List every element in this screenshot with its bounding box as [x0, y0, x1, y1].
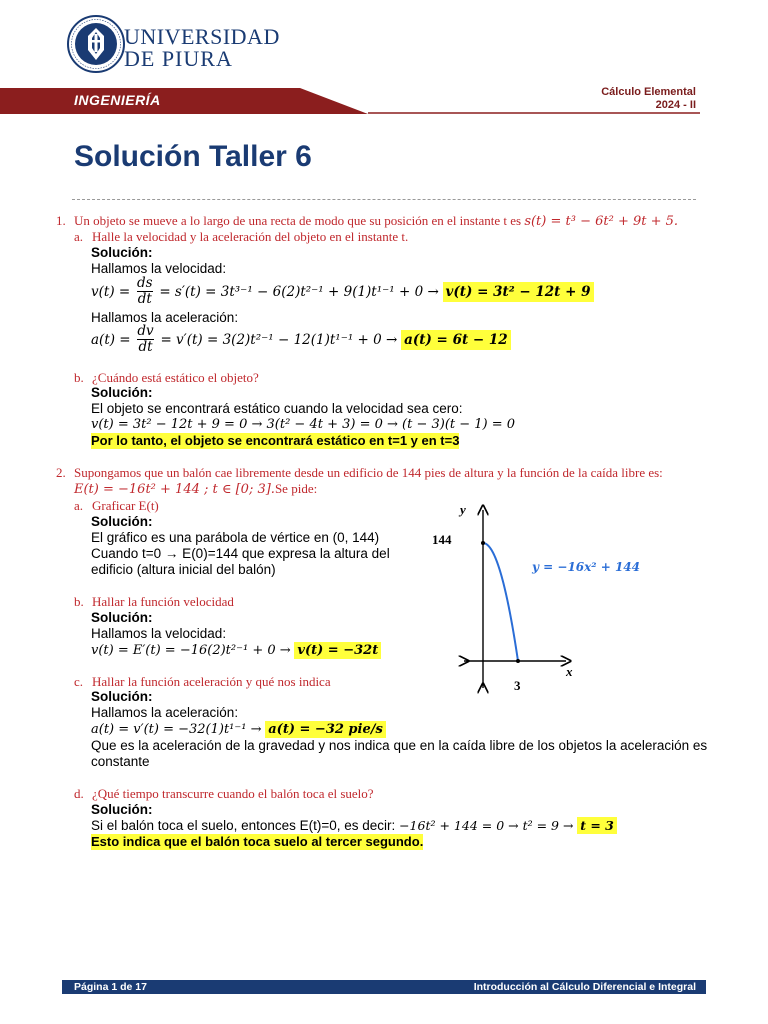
x-intercept-point: [516, 659, 520, 663]
p2d-result: t = 3: [577, 817, 617, 834]
p2b-question: Hallar la función velocidad: [92, 594, 234, 609]
p2a-question: Graficar E(t): [92, 498, 159, 513]
p2c-text-1: Hallamos la aceleración:: [91, 705, 239, 720]
p1b-text: El objeto se encontrará estático cuando la velocidad sea cero:: [91, 401, 463, 416]
p2d-equation-line: Si el balón toca el suelo, entonces E(t)=0, es decir: −16t² + 144 = 0 → t² = 9 → t = 3: [91, 818, 617, 834]
p2a-text-1: El gráfico es una parábola de vértice en (0, 144): [91, 530, 380, 545]
p2-number: 2.: [56, 465, 66, 480]
p2a-solution-label: Solución:: [91, 514, 153, 529]
p1a-question: Halle la velocidad y la aceleración del objeto en el instante t.: [92, 229, 409, 244]
p1a-acceleration-equation: a(t) = $\frac{dv}{dt}$ = v′(t) = 3(2)t²⁻¹ − 12(1)t¹⁻¹ + 0 → a(t) = 6t − 12: [91, 324, 511, 356]
p1b-solution-label: Solución:: [91, 385, 153, 400]
university-seal-logo: [66, 14, 126, 74]
p1a-acceleration-result: a(t) = 6t − 12: [401, 330, 511, 350]
p2-function-tail: Se pide:: [274, 481, 318, 496]
p1a-label: a.: [74, 229, 84, 244]
p1a-fraction-dv-dt: $\frac{dv}{dt}$: [137, 323, 154, 355]
p2b-result: v(t) = −32t: [294, 642, 381, 659]
p1-number: 1.: [56, 213, 66, 228]
p2b-label: b.: [74, 594, 84, 609]
page-title: Solución Taller 6: [74, 140, 312, 173]
course-term: 2024 - II: [655, 99, 696, 111]
x-axis-label: x: [566, 664, 573, 679]
p2a-text-3: edificio (altura inicial del balón): [91, 562, 276, 577]
p2c-equation: a(t) = v′(t) = −32(1)t¹⁻¹ → a(t) = −32 pie/s: [91, 721, 386, 738]
p2c-text-2: Que es la aceleración de la gravedad y nos indica que en la caída libre de los objetos la aceleración es: [91, 738, 708, 753]
p2a-text-2: Cuando t=0 → E(0)=144 que expresa la altura del: [91, 546, 390, 561]
curve-equation-label: y = −16x² + 144: [532, 560, 641, 574]
p2a-label: a.: [74, 498, 84, 513]
p2d-label: d.: [74, 786, 84, 801]
y-axis-label: y: [460, 502, 466, 517]
page-number: Página 1 de 17: [74, 981, 147, 993]
p2b-solution-label: Solución:: [91, 610, 153, 625]
p2c-text-3: constante: [91, 754, 150, 769]
p1b-label: b.: [74, 370, 84, 385]
p1a-text-velocity: Hallamos la velocidad:: [91, 261, 227, 276]
vertex-point: [481, 541, 485, 545]
p2b-equation: v(t) = E′(t) = −16(2)t²⁻¹ + 0 → v(t) = −32t: [91, 642, 381, 659]
p1b-question: ¿Cuándo está estático el objeto?: [92, 370, 259, 385]
p1-position-function: s(t) = t³ − 6t² + 9t + 5.: [524, 214, 679, 229]
footer-subject: Introducción al Cálculo Diferencial e Integral: [473, 981, 696, 993]
p1a-fraction-ds-dt: $\frac{ds}{dt}$: [136, 275, 153, 307]
faculty-label: INGENIERÍA: [74, 92, 161, 108]
p1-statement: [74, 213, 678, 230]
p1a-text-acceleration: Hallamos la aceleración:: [91, 310, 239, 325]
course-info: [601, 86, 696, 112]
parabola-curve: [483, 543, 518, 661]
p2-function-math: E(t) = −16t² + 144 ; t ∈ [0; 3].: [74, 482, 275, 497]
p1a-solution-label: Solución:: [91, 245, 153, 260]
p2-function: [74, 481, 317, 498]
title-divider: [72, 199, 696, 200]
university-name-line1: UNIVERSIDAD: [124, 24, 280, 49]
p1a-velocity-result: v(t) = 3t² − 12t + 9: [443, 282, 594, 302]
p2d-solution-label: Solución:: [91, 802, 153, 817]
p1a-velocity-equation: v(t) = $\frac{ds}{dt}$ = s′(t) = 3t³⁻¹ − 6(2)t²⁻¹ + 9(1)t¹⁻¹ + 0 → v(t) = 3t² − 12t + 9: [91, 276, 594, 308]
p1b-conclusion: Por lo tanto, el objeto se encontrará estático en t=1 y en t=3: [91, 433, 460, 448]
p2c-result: a(t) = −32 pie/s: [265, 721, 386, 738]
course-name: Cálculo Elemental: [601, 86, 696, 98]
p2-statement: Supongamos que un balón cae libremente desde un edificio de 144 pies de altura y la función de la caída libre es:: [74, 465, 663, 480]
p2c-label: c.: [74, 674, 84, 689]
x-tick-3: 3: [514, 678, 521, 693]
p1-statement-text: Un objeto se mueve a lo largo de una recta de modo que su posición en el instante t es: [74, 213, 525, 228]
p2b-text: Hallamos la velocidad:: [91, 626, 227, 641]
p1b-equation: v(t) = 3t² − 12t + 9 = 0 → 3(t² − 4t + 3) = 0 → (t − 3)(t − 1) = 0: [91, 417, 516, 432]
p2c-solution-label: Solución:: [91, 689, 153, 704]
p2d-question: ¿Qué tiempo transcurre cuando el balón toca el suelo?: [92, 786, 374, 801]
y-tick-144: 144: [432, 532, 452, 547]
p2c-question: Hallar la función aceleración y qué nos indica: [92, 674, 331, 689]
p2d-conclusion: Esto indica que el balón toca suelo al tercer segundo.: [91, 834, 424, 849]
parabola-graph: [428, 498, 658, 698]
university-name-line2: DE PIURA: [124, 46, 233, 71]
